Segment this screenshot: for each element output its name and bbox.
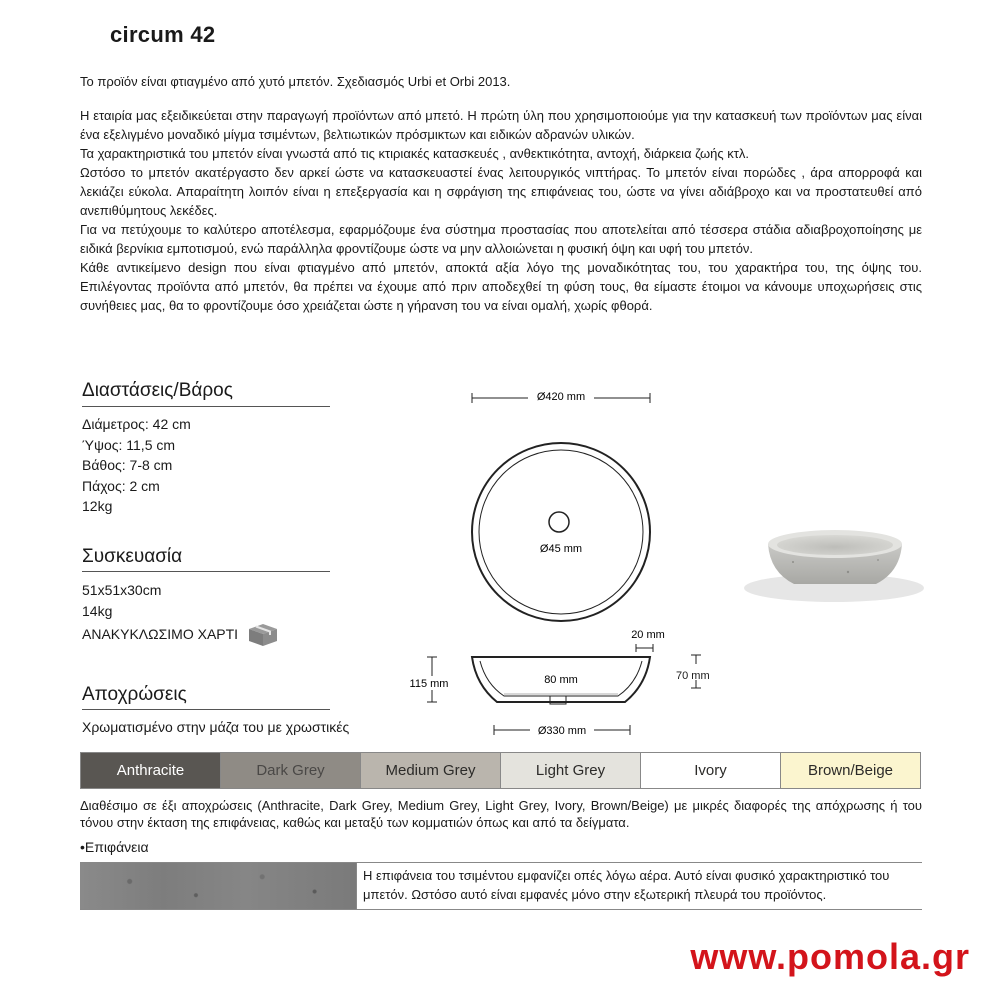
divider [82,406,330,407]
spec-line: 12kg [82,498,113,514]
drain-label: Ø45 mm [539,543,583,555]
height-label: 115 mm [409,678,449,690]
base-diameter-label: Ø330 mm [537,725,587,737]
wall-label: 20 mm [631,629,665,641]
concrete-texture-sample [80,863,356,909]
swatch-ivory[interactable]: Ivory [641,753,781,788]
description-paragraph: Η εταιρία μας εξειδικεύεται στην παραγωγή προϊόντων από μπετό. Η πρώτη ύλη που χρησιμοποιούμε για την κατασκευή των προϊόντων μας είναι ένα εξελιγμένο μοναδικό μίγμα τσιμέντων, βελτιωτικών πρόσμικτων και ειδικών αδρανών υλικών. [80,108,922,142]
colors-heading: Αποχρώσεις [82,684,187,705]
side-view [404,629,690,737]
description-paragraph: Για να πετύχουμε το καλύτερο αποτέλεσμα, εφαρμόζουμε ένα σύστημα προστασίας που αποτελείται από τέσσερα στάδια αδιαβροχοποίησης με ειδικά βερνίκια εμποτισμού, ενώ παράλληλα φροντίζουμε ώστε να μην αλλοιώνεται η φυσική όψη και υφή του μπετόν. [80,222,922,256]
spec-line: 14kg [82,602,113,619]
rim-height-dimension [690,650,702,690]
top-diameter-label: Ø420 mm [536,391,586,403]
swatch-anthracite[interactable]: Anthracite [81,753,221,788]
website-link[interactable]: www.pomola.gr [690,936,970,977]
swatch-medium-grey[interactable]: Medium Grey [361,753,501,788]
spec-line: Βάθος: 7-8 cm [82,457,173,473]
spec-line: Πάχος: 2 cm [82,477,160,494]
spec-line: Διάμετρος: 42 cm [82,416,191,432]
divider [82,571,330,572]
swatch-brown-beige[interactable]: Brown/Beige [781,753,920,788]
recycled-paper-label: ΑΝΑΚΥΚΛΩΣΙΜΟ ΧΑΡΤΙ [82,625,239,642]
description-paragraph: Τα χαρακτηριστικά του μπετόν είναι γνωστά από τις κτιριακές κατασκευές , ανθεκτικότητα, αντοχή, διάρκεια ζωής κτλ. [80,146,750,161]
description-paragraph: Κάθε αντικείμενο design που είναι φτιαγμένο από μπετόν, αποκτά αξία λόγο της μοναδικότητας του, του χαρακτήρα του, της όψης του. Επιλέγοντας προϊόντα από μπετόν, θα πρέπει να έχουμε από πριν αποδεχθεί τη φύση τους, θα είμαστε έτοιμοι να κάνουμε υποχωρήσεις στις συνήθειες μας, θα το φροντίζουμε όσο χρειάζεται ώστε η γήρανση του να είναι ομαλή, χωρίς φθορά. [80,260,922,313]
spec-line: Ύψος: 11,5 cm [82,436,176,453]
product-photo [708,462,940,637]
divider [82,709,330,710]
top-diameter-dimension [472,388,650,404]
intro-text: Το προϊόν είναι φτιαγμένο από χυτό μπετόν. Σχεδιασμός Urbi et Orbi 2013. [80,74,511,89]
dimensions-list [82,414,191,517]
surface-label: •Επιφάνεια [80,839,149,855]
box-icon [246,621,280,647]
packaging-heading: Συσκευασία [82,546,183,567]
swatch-dark-grey[interactable]: Dark Grey [221,753,361,788]
surface-description: Η επιφάνεια του τσιμέντου εμφανίζει οπές λόγω αέρα. Αυτό είναι φυσικό χαρακτηριστικό του μπετόν. Ωστόσο αυτό είναι εμφανές μόνο στην εξωτερική πλευρά του προϊόντος. [356,863,922,909]
colors-subtitle: Χρωματισμένο στην μάζα του με χρωστικές [82,719,350,735]
color-swatches [80,752,921,789]
top-view [472,443,650,621]
description-paragraph: Ωστόσο το μπετόν ακατέργαστο δεν αρκεί ώστε να κατασκευαστεί ένας λειτουργικός νιπτήρας. Το μπετόν είναι πορώδες , άρα απορροφά και λεκιάζει εύκολα. Απαραίτητη λοιπόν είναι η επεξεργασία και η σφράγιση της επιφάνειας του, ώστε να γίνει αδιάβροχο και να προστατευθεί από ανεπιθύμητους λεκέδες. [80,165,922,218]
inner-depth-label: 80 mm [544,674,578,686]
spec-line [82,621,280,647]
product-title: circum 42 [110,22,216,47]
availability-text: Διαθέσιμο σε έξι αποχρώσεις (Anthracite, Dark Grey, Medium Grey, Light Grey, Ivory, Brown/Beige) με μικρές διαφορές της απόχρωσης ή του τόνου στην έκταση της επιφάνειας, καθώς και μεταξύ των κομματιών όπως και από τα δείγματα. [80,798,922,830]
dimensions-heading: Διαστάσεις/Βάρος [82,380,233,401]
surface-box [80,862,922,910]
packaging-list [82,580,280,647]
description-body [80,106,922,315]
spec-line: 51x51x30cm [82,582,162,598]
swatch-light-grey[interactable]: Light Grey [501,753,641,788]
rim-height-label: 70 mm [676,670,710,682]
technical-drawing [400,380,690,750]
